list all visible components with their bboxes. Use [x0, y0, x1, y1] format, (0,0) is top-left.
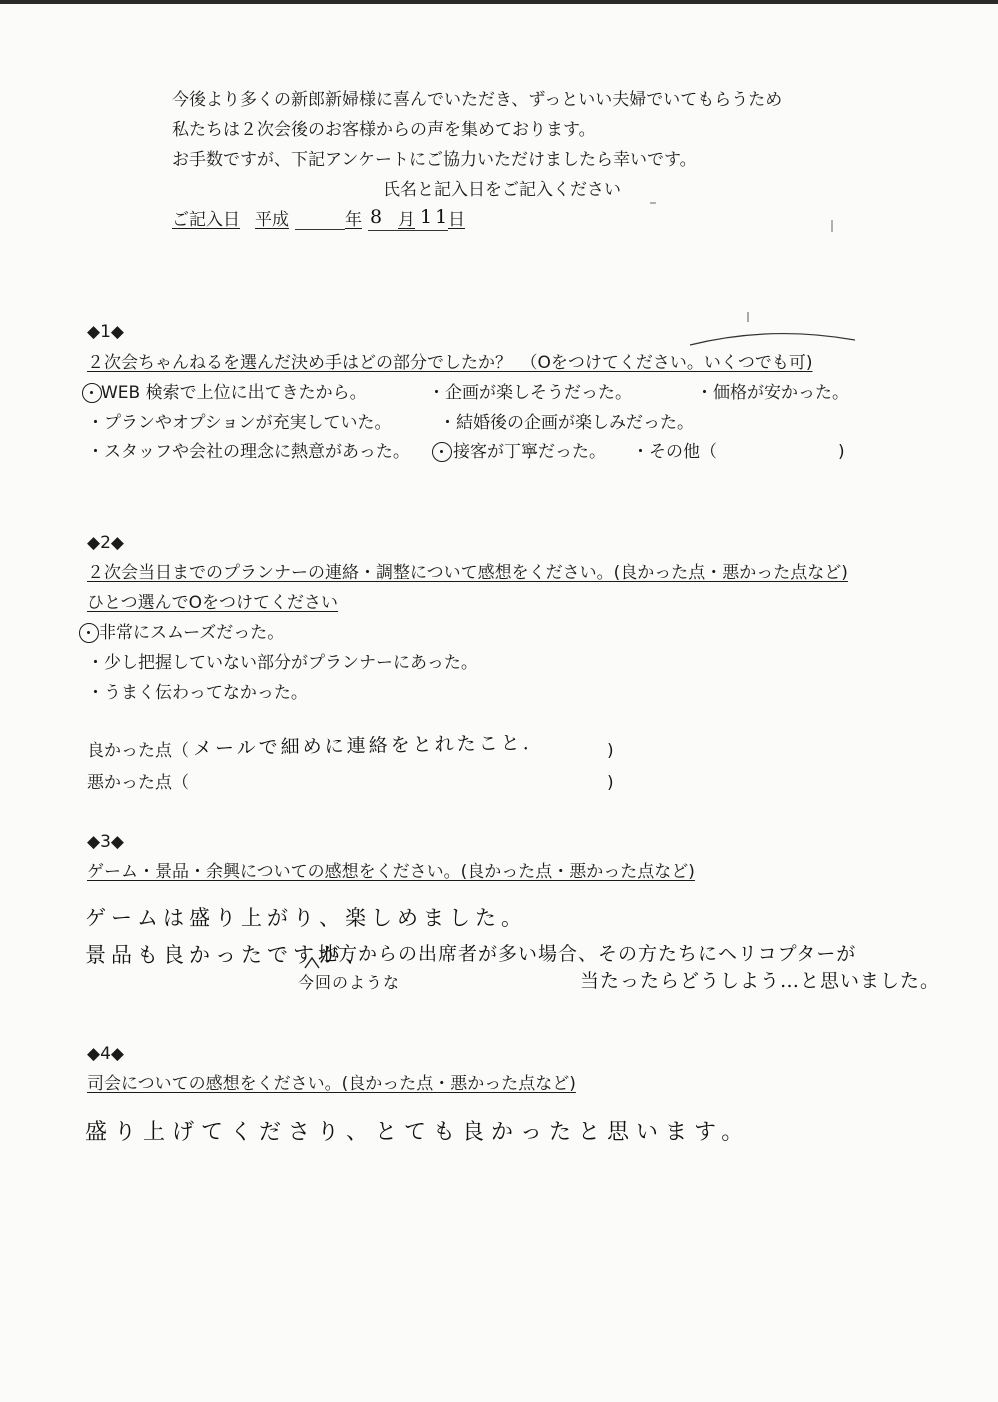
date-day-value: 11: [420, 206, 451, 228]
q3-answer-insert: 今回のような: [298, 973, 401, 992]
q2-bad-label: 悪かった点（: [87, 773, 189, 793]
date-day-unit: 日: [448, 210, 465, 230]
q2-marker: ◆2◆: [87, 533, 124, 553]
q1-question: ２次会ちゃんねるを選んだ決め手はどの部分でしたか？ （Oをつけてください。いくつでも可): [87, 353, 813, 373]
date-label: ご記入日: [172, 210, 240, 230]
q3-answer-line-1: ゲームは盛り上がり、楽しめました。: [85, 906, 527, 930]
date-year-unit: 年: [345, 210, 362, 230]
q2-good-close: ): [607, 741, 614, 761]
q2-good-label: 良かった点（: [87, 741, 189, 761]
q1-option-1: WEB 検索で上位に出てきたから。: [101, 383, 367, 403]
q1-option-6: ・スタッフや会社の理念に熱意があった。: [87, 442, 410, 462]
q2-bad-close: ): [607, 773, 614, 793]
q1-option-3: ・価格が安かった。: [696, 383, 849, 403]
q2-option-1: 非常にスムーズだった。: [99, 623, 285, 643]
q4-marker: ◆4◆: [87, 1044, 124, 1064]
q2-option-3: ・うまく伝わってなかった。: [87, 683, 308, 703]
q2-instruction: ひとつ選んでOをつけてください: [87, 593, 339, 613]
q1-marker: ◆1◆: [87, 322, 124, 342]
q1-option-4: ・プランやオプションが充実していた。: [87, 413, 392, 433]
date-year-blank: [295, 210, 345, 230]
q2-question: ２次会当日までのプランナーの連絡・調整について感想をください。(良かった点・悪かった点など): [87, 563, 848, 583]
intro-line-2: 私たちは２次会後のお客様からの声を集めております。: [172, 120, 596, 140]
q1-option-2: ・企画が楽しそうだった。: [428, 383, 632, 403]
q1-other-close: ): [838, 442, 845, 462]
date-month-value: 8: [370, 206, 386, 228]
q3-answer-line-3: 当たったらどうしよう…と思いました。: [580, 970, 941, 992]
q1-option-7-circle-mark: [432, 442, 452, 462]
q3-marker: ◆3◆: [87, 832, 124, 852]
date-month-unit: 月: [398, 210, 415, 230]
intro-line-3: お手数ですが、下記アンケートにご協力いただけましたら幸いです。: [172, 150, 697, 170]
intro-line-4: 氏名と記入日をご記入ください: [383, 180, 621, 200]
q1-pen-arc: [690, 334, 855, 345]
q1-option-8: ・その他（: [632, 442, 717, 462]
q2-good-answer: メールで細めに連絡をとれたこと.: [192, 732, 532, 760]
q1-option-7: 接客が丁寧だった。: [453, 442, 606, 462]
q4-answer: 盛り上げてくださり、とても良かったと思います。: [85, 1120, 751, 1145]
q2-option-1-circle-mark: [79, 623, 99, 643]
q4-question: 司会についての感想をください。(良かった点・悪かった点など): [87, 1074, 576, 1094]
q3-question: ゲーム・景品・余興についての感想をください。(良かった点・悪かった点など): [87, 862, 695, 882]
date-era: 平成: [255, 210, 289, 230]
q1-option-1-circle-mark: [82, 383, 102, 403]
scan-top-edge: [0, 0, 998, 4]
q2-option-2: ・少し把握していない部分がプランナーにあった。: [87, 653, 478, 673]
intro-line-1: 今後より多くの新郎新婦様に喜んでいただき、ずっといい夫婦でいてもらうため: [172, 90, 783, 110]
q3-answer-line-2a: 景品も良かったですが、: [85, 943, 371, 967]
q1-option-5: ・結婚後の企画が楽しみだった。: [439, 413, 694, 433]
q3-answer-line-2b: 地方からの出席者が多い場合、その方たちにヘリコプターが: [318, 943, 857, 965]
